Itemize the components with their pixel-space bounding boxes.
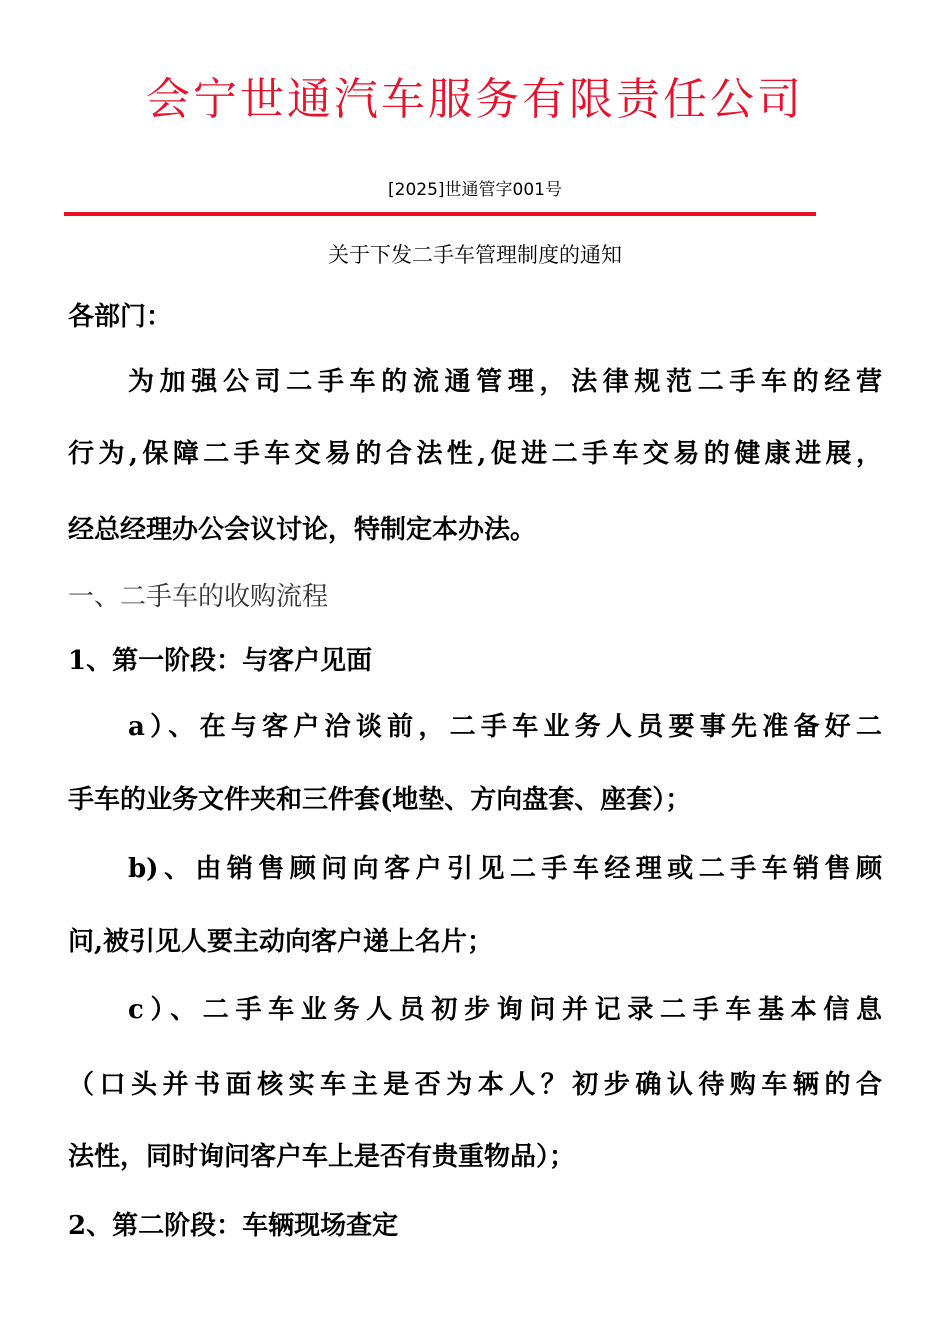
intro-line: 为加强公司二手车的流通管理，法律规范二手车的经营 [128, 367, 882, 397]
list-item-a: a）、在与客户洽谈前，二手车业务人员要事先准备好二 [128, 712, 882, 742]
list-item-c: c）、二手车业务人员初步询问并记录二手车基本信息 [128, 995, 882, 1025]
intro-line: 行为,保障二手车交易的合法性,促进二手车交易的健康进展， [68, 439, 882, 469]
red-header-rule [64, 212, 816, 216]
notice-title: 关于下发二手车管理制度的通知 [328, 243, 622, 267]
salutation: 各部门： [68, 302, 173, 332]
stage-heading: 2、第二阶段：车辆现场查定 [68, 1211, 399, 1241]
list-item-c: 法性，同时询问客户车上是否有贵重物品）； [68, 1142, 576, 1172]
list-item-b: b)、由销售顾问向客户引见二手车经理或二手车销售顾 [128, 854, 882, 884]
section-heading: 一、二手车的收购流程 [68, 582, 329, 612]
organization-title: 会宁世通汽车服务有限责任公司 [146, 74, 804, 125]
document-number: [2025]世通管字001号 [388, 180, 562, 200]
list-item-c: （口头并书面核实车主是否为本人？初步确认待购车辆的合 [68, 1070, 882, 1100]
list-item-a: 手车的业务文件夹和三件套(地垫、方向盘套、座套）； [68, 785, 692, 815]
stage-heading: 1、第一阶段：与客户见面 [68, 646, 373, 676]
intro-line: 经总经理办公会议讨论，特制定本办法。 [68, 515, 537, 545]
list-item-b: 问,被引见人要主动向客户递上名片； [68, 927, 494, 957]
